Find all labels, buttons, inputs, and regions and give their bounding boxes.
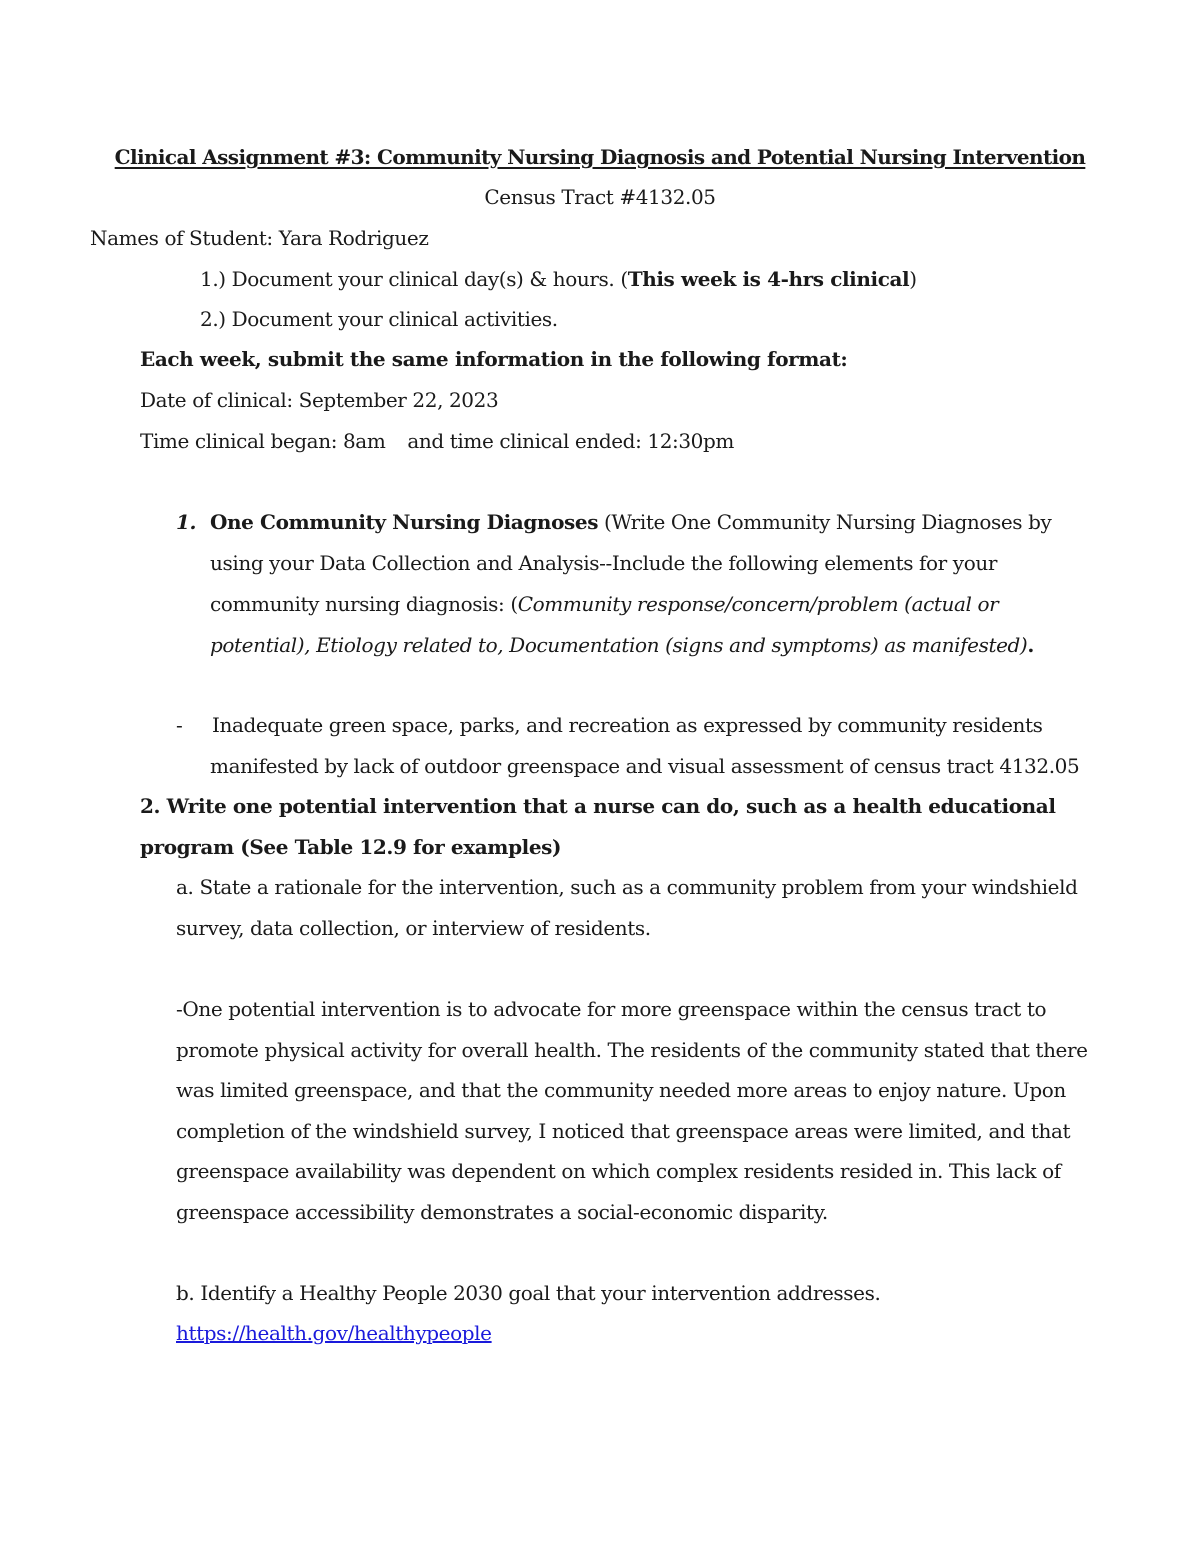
section-1-line-4-end: .	[1027, 633, 1034, 657]
section-1-line-2: using your Data Collection and Analysis--Include the following elements for your	[210, 551, 997, 575]
clinical-time-line	[140, 427, 734, 455]
healthy-people-link[interactable]: https://health.gov/healthypeople	[176, 1321, 492, 1345]
time-began: Time clinical began: 8am	[140, 429, 386, 453]
section-1-line-4-italic: potential), Etiology related to, Documentation (signs and symptoms) as manifested)	[210, 633, 1028, 657]
instruction-item-2: 2.) Document your clinical activities.	[200, 307, 558, 331]
instruction-item-1	[200, 265, 917, 293]
section-2a-line-1: a. State a rationale for the intervention, such as a community problem from your windshield	[176, 875, 1078, 899]
format-heading: Each week, submit the same information in the following format:	[140, 347, 848, 371]
section-1-line-3	[210, 590, 998, 618]
answer-line: -One potential intervention is to advocate for more greenspace within the census tract to	[176, 997, 1047, 1021]
document-title: Clinical Assignment #3: Community Nursing Diagnosis and Potential Nursing Intervention	[114, 145, 1086, 169]
section-1-line-3-italic: Community response/concern/problem (actual or	[517, 592, 999, 616]
student-name-line: Names of Student: Yara Rodriguez	[90, 226, 429, 250]
section-1-line-1	[176, 508, 1051, 536]
section-2b-line: b. Identify a Healthy People 2030 goal that your intervention addresses.	[176, 1281, 881, 1305]
answer-line: was limited greenspace, and that the community needed more areas to enjoy nature. Upon	[176, 1078, 1066, 1102]
section-1-number: 1.	[176, 510, 197, 534]
section-1-line-3-plain: community nursing diagnosis: (	[210, 592, 518, 616]
answer-line: greenspace availability was dependent on which complex residents resided in. This lack of	[176, 1159, 1061, 1183]
answer-line: promote physical activity for overall health. The residents of the community stated that there	[176, 1038, 1088, 1062]
diagnosis-line-1-text: Inadequate green space, parks, and recreation as expressed by community residents	[212, 713, 1043, 737]
instruction-item-1-text: 1.) Document your clinical day(s) & hours. (	[200, 267, 628, 291]
instruction-item-1-close: )	[909, 267, 917, 291]
section-2a-line-2: survey, data collection, or interview of residents.	[176, 916, 651, 940]
section-1-line-4	[210, 631, 1034, 659]
section-2-heading-line-2: program (See Table 12.9 for examples)	[140, 835, 562, 859]
diagnosis-line-2: manifested by lack of outdoor greenspace and visual assessment of census tract 4132.05	[210, 754, 1080, 778]
instruction-item-1-bold: This week is 4-hrs clinical	[627, 267, 910, 291]
diagnosis-dash: -	[176, 713, 183, 737]
answer-line: completion of the windshield survey, I noticed that greenspace areas were limited, and that	[176, 1119, 1071, 1143]
date-of-clinical: Date of clinical: September 22, 2023	[140, 388, 499, 412]
section-1-heading: One Community Nursing Diagnoses	[210, 510, 599, 534]
census-tract: Census Tract #4132.05	[484, 185, 716, 209]
section-1-line-1-rest: (Write One Community Nursing Diagnoses by	[598, 510, 1052, 534]
diagnosis-line-1	[176, 711, 1043, 739]
time-ended: and time clinical ended: 12:30pm	[407, 429, 734, 453]
section-2-heading-line-1: 2. Write one potential intervention that a nurse can do, such as a health educational	[140, 794, 1056, 818]
answer-line: greenspace accessibility demonstrates a social-economic disparity.	[176, 1200, 828, 1224]
